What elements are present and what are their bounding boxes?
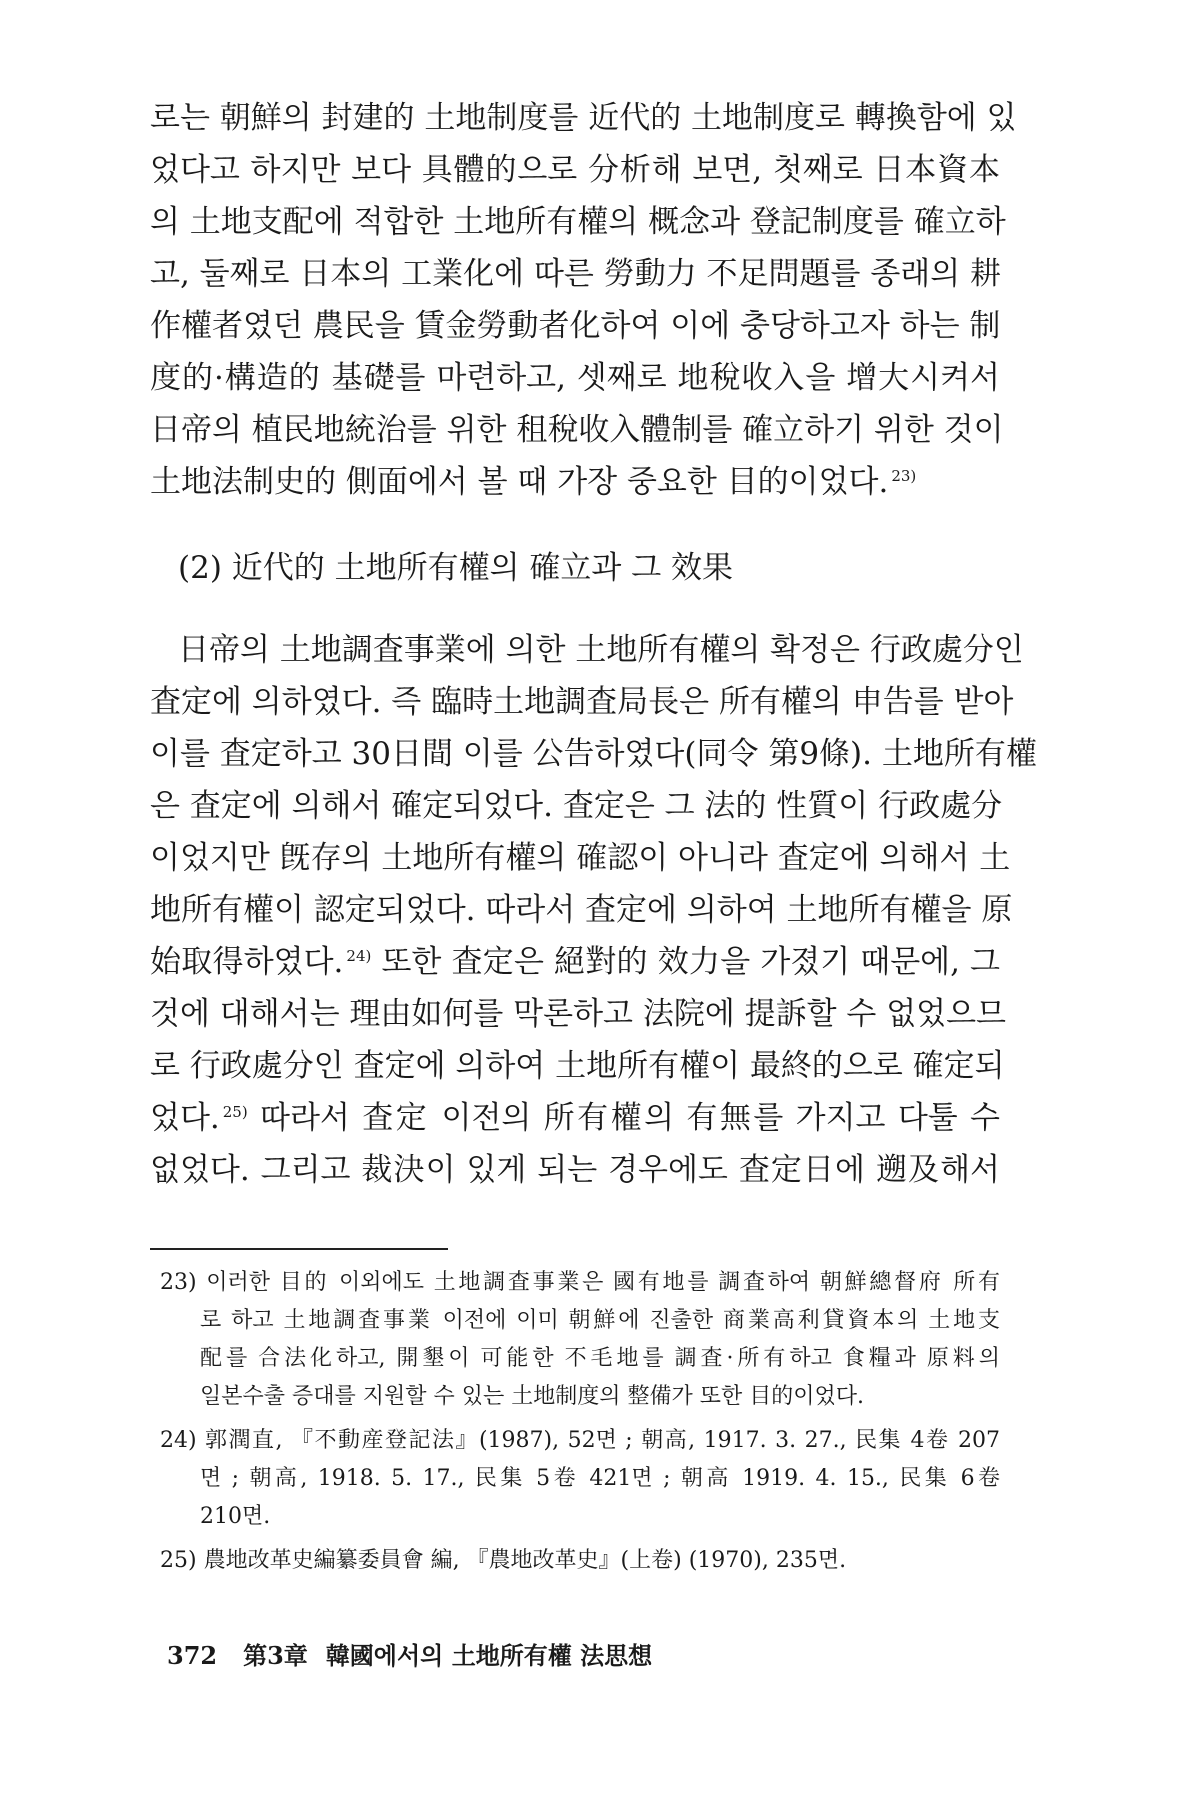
body-line: 의 土地支配에 적합한 土地所有權의 概念과 登記制度를 確立하	[150, 204, 1006, 240]
body-line: 은 査定에 의해서 確定되었다. 査定은 그 法的 性質이 行政處分	[150, 788, 1003, 824]
body-line: 作權者였던 農民을 賃金勞動者化하여 이에 충당하고자 하는 制	[150, 308, 1001, 344]
footnote-line: 로 하고 土地調査事業 이전에 이미 朝鮮에 진출한 商業高利貸資本의 土地支	[200, 1308, 1000, 1333]
footnote-ref-23[interactable]: 23)	[891, 466, 917, 485]
footnote-line: 25) 農地改革史編纂委員會 編, 『農地改革史』(上卷) (1970), 235면.	[160, 1548, 847, 1573]
body-line: 로 行政處分인 査定에 의하여 土地所有權이 最終的으로 確定되	[150, 1048, 1005, 1084]
body-line: 日帝의 土地調査事業에 의한 土地所有權의 확정은 行政處分인	[178, 632, 1024, 668]
body-line-text: 었다.	[150, 1100, 220, 1136]
body-line: 이었지만 旣存의 土地所有權의 確認이 아니라 査定에 의해서 土	[150, 840, 1011, 876]
page-number: 372	[167, 1641, 218, 1670]
body-line: 地所有權이 認定되었다. 따라서 査定에 의하여 土地所有權을 原	[150, 892, 1013, 928]
body-line: 없었다. 그리고 裁決이 있게 되는 경우에도 査定日에 遡及해서	[150, 1152, 1000, 1188]
body-line-text: 따라서 査定 이전의 所有權의 有無를 가지고 다툴 수	[247, 1100, 1000, 1136]
footnote-ref-24[interactable]: 24)	[346, 946, 372, 965]
body-line: 度的·構造的 基礎를 마련하고, 셋째로 地稅收入을 增大시켜서	[150, 360, 1000, 396]
chapter-label: 第3章	[243, 1641, 308, 1670]
body-line: 査定에 의하였다. 즉 臨時土地調査局長은 所有權의 申告를 받아	[150, 684, 1014, 720]
footnote-ref-25[interactable]: 25)	[222, 1102, 248, 1121]
body-line	[150, 1098, 1000, 1138]
footnote-separator	[150, 1248, 448, 1250]
footnote-line: 일본수출 증대를 지원할 수 있는 土地制度의 整備가 또한 目的이었다.	[200, 1384, 864, 1409]
section-heading: (2) 近代的 土地所有權의 確立과 그 效果	[178, 550, 734, 586]
running-footer	[167, 1640, 652, 1672]
chapter-title: 韓國에서의 土地所有權 法思想	[325, 1641, 653, 1670]
body-line: 日帝의 植民地統治를 위한 租稅收入體制를 確立하기 위한 것이	[150, 412, 1004, 448]
body-line	[150, 462, 1000, 502]
body-line-text: 始取得하였다.	[150, 944, 344, 980]
body-line: 이를 査定하고 30日間 이를 公告하였다(同令 第9條). 土地所有權	[150, 736, 1037, 772]
body-line	[150, 942, 1000, 982]
body-line: 로는 朝鮮의 封建的 土地制度를 近代的 土地制度로 轉換함에 있	[150, 100, 1017, 136]
body-line-text: 土地法制史的 側面에서 볼 때 가장 중요한 目的이었다.	[150, 464, 889, 500]
body-line: 었다고 하지만 보다 具體的으로 分析해 보면, 첫째로 日本資本	[150, 152, 1000, 188]
footnote-line: 配를 合法化하고, 開墾이 可能한 不毛地를 調査·所有하고 食糧과 原料의	[200, 1346, 1000, 1371]
footnote-line: 24) 郭潤直, 『不動産登記法』(1987), 52면 ; 朝高, 1917. 3. 27., 民集 4卷 207	[160, 1428, 1000, 1453]
body-line: 것에 대해서는 理由如何를 막론하고 法院에 提訴할 수 없었으므	[150, 996, 1007, 1032]
body-line: 고, 둘째로 日本의 工業化에 따른 勞動力 不足問題를 종래의 耕	[150, 256, 1002, 292]
footnote-line: 면 ; 朝高, 1918. 5. 17., 民集 5卷 421면 ; 朝高 1919. 4. 15., 民集 6卷	[200, 1466, 1000, 1491]
body-line-text: 또한 査定은 絕對的 效力을 가졌기 때문에, 그	[371, 944, 1000, 980]
footnote-line: 23) 이러한 目的 이외에도 土地調査事業은 國有地를 調査하여 朝鮮總督府 所有	[160, 1270, 1000, 1295]
footnote-line: 210면.	[200, 1504, 271, 1529]
